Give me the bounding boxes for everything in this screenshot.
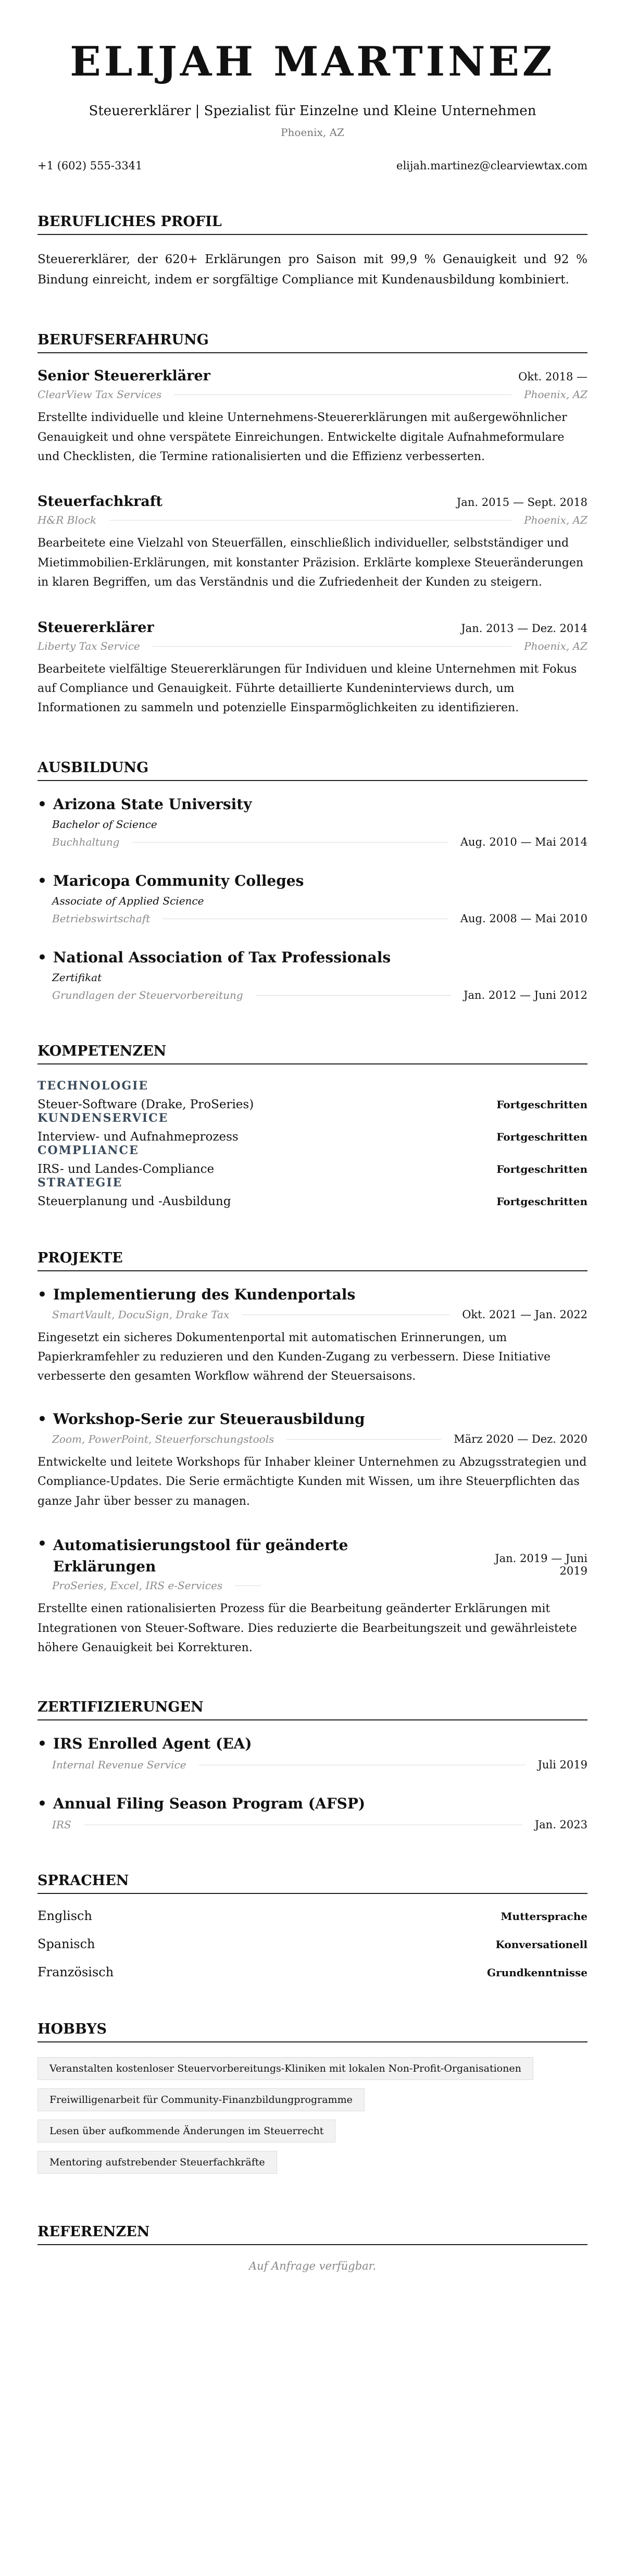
field-of-study: Grundlagen der Steuervorbereitung <box>52 988 243 1001</box>
project-entry <box>38 1410 588 1511</box>
profile-section <box>38 214 588 290</box>
certifications-section <box>38 1699 588 1831</box>
hobby-tag: Freiwilligenarbeit für Community-Finanzbildungprogramme <box>38 2088 365 2111</box>
skill-category: TECHNOLOGIE <box>38 1079 149 1093</box>
bullet-icon: • <box>38 1535 47 1553</box>
skill-group <box>38 1144 588 1176</box>
skill-level: Fortgeschritten <box>496 1130 588 1143</box>
bullet-icon: • <box>38 1285 47 1303</box>
job-location: Phoenix, AZ <box>524 514 588 527</box>
project-tools: ProSeries, Excel, IRS e-Services <box>52 1579 223 1592</box>
profile-text: Steuererklärer, der 620+ Erklärungen pro Saison mit 99,9 % Genauigkeit und 92 % Bindung einreicht, indem er sorgfältige Compliance mit Kundenausbildung kombiniert. <box>38 253 588 287</box>
skill-group <box>38 1111 588 1144</box>
skill-level: Fortgeschritten <box>496 1195 588 1208</box>
language-name: Französisch <box>38 1965 114 1980</box>
job-description: Bearbeitete vielfältige Steuererklärungen für Individuen und kleine Unternehmen mit Fokus auf Compliance und Genauigkeit. Führte detaillierte Kundeninterviews durch, um Informationen zu sammeln und potenzielle Einsparmöglichkeiten zu identifizieren. <box>38 662 577 715</box>
section-title: SPRACHEN <box>38 1873 588 1894</box>
divider <box>153 646 511 647</box>
bullet-icon: • <box>38 1410 47 1428</box>
education-section <box>38 760 588 1001</box>
field-of-study: Buchhaltung <box>52 835 120 848</box>
certification-issuer: IRS <box>52 1818 71 1831</box>
language-name: Spanisch <box>38 1937 95 1952</box>
certification-entry <box>38 1735 588 1771</box>
education-entry <box>38 949 588 1001</box>
education-entry <box>38 796 588 848</box>
skill-name: Steuerplanung und -Ausbildung <box>38 1194 231 1208</box>
project-entry <box>38 1535 588 1657</box>
education-dates: Jan. 2012 — Juni 2012 <box>464 988 588 1001</box>
project-dates: Okt. 2021 — Jan. 2022 <box>462 1308 588 1321</box>
skills-section <box>38 1043 588 1208</box>
company: H&R Block <box>38 514 97 527</box>
job-dates: Jan. 2015 — Sept. 2018 <box>456 496 588 509</box>
skill-category: STRATEGIE <box>38 1175 123 1190</box>
skill-group <box>38 1079 588 1111</box>
certification-name: IRS Enrolled Agent (EA) <box>53 1735 252 1753</box>
degree: Associate of Applied Science <box>52 894 204 907</box>
divider <box>286 1439 441 1440</box>
project-tools: Zoom, PowerPoint, Steuerforschungstools <box>52 1432 274 1445</box>
job-entry <box>38 620 588 718</box>
divider <box>256 995 451 996</box>
language-level: Grundkenntnisse <box>487 1966 588 1979</box>
hobby-tag: Lesen über aufkommende Änderungen im Steuerrecht <box>38 2120 335 2142</box>
section-title: BERUFSERFAHRUNG <box>38 332 588 353</box>
bullet-icon: • <box>38 1795 47 1813</box>
education-entry <box>38 872 588 925</box>
job-location: Phoenix, AZ <box>524 639 588 652</box>
job-description: Erstellte individuelle und kleine Unternehmens-Steuererklärungen mit außergewöhnlicher Genauigkeit und ohne verspätete Einreichungen. Entwickelte digitale Aufnahmeformulare und Checklisten, die Termine rationalisierten und die Effizienz verbesserten. <box>38 411 567 463</box>
bullet-icon: • <box>38 795 47 813</box>
project-description: Erstellte einen rationalisierten Prozess für die Bearbeitung geänderter Erklärungen mit Integrationen von Steuer-Software. Dies reduzierte die Bearbeitungszeit und gewährleistete höhere Genauigkeit bei Korrekturen. <box>38 1602 577 1655</box>
language-row <box>38 1937 588 1951</box>
section-title: ZERTIFIZIERUNGEN <box>38 1699 588 1720</box>
education-dates: Aug. 2008 — Mai 2010 <box>460 912 588 925</box>
language-name: Englisch <box>38 1909 92 1924</box>
section-title: PROJEKTE <box>38 1250 588 1271</box>
project-dates: März 2020 — Dez. 2020 <box>454 1432 588 1445</box>
project-description: Eingesetzt ein sicheres Dokumentenportal mit automatischen Erinnerungen, um Papierkramfehler zu reduzieren und den Kunden-Zugang zu verbessern. Diese Initiative verbesserte den gesamten Workflow während der Steuersaisons. <box>38 1331 551 1383</box>
divider <box>109 520 511 521</box>
references-section <box>38 2224 588 2272</box>
project-name: Implementierung des Kundenportals <box>53 1285 356 1303</box>
section-title: AUSBILDUNG <box>38 760 588 781</box>
project-tools: SmartVault, DocuSign, Drake Tax <box>52 1308 230 1321</box>
certification-date: Juli 2019 <box>538 1758 588 1772</box>
phone: +1 (602) 555-3341 <box>38 159 143 172</box>
field-of-study: Betriebswirtschaft <box>52 912 151 925</box>
certification-date: Jan. 2023 <box>534 1818 588 1831</box>
language-row <box>38 1909 588 1923</box>
degree: Zertifikat <box>52 971 102 984</box>
job-location: Phoenix, AZ <box>524 388 588 401</box>
language-level: Konversationell <box>495 1938 588 1951</box>
certification-name: Annual Filing Season Program (AFSP) <box>53 1795 366 1813</box>
job-entry <box>38 493 588 592</box>
skill-category: COMPLIANCE <box>38 1143 139 1157</box>
school-name: Arizona State University <box>53 795 252 813</box>
school-name: National Association of Tax Professionals <box>53 948 391 966</box>
degree: Bachelor of Science <box>52 818 157 831</box>
skill-level: Fortgeschritten <box>496 1162 588 1175</box>
school-name: Maricopa Community Colleges <box>53 872 304 889</box>
project-description: Entwickelte und leitete Workshops für Inhaber kleiner Unternehmen zu Abzugsstrategien und Compliance-Updates. Die Serie ermächtigte Kunden mit Wissen, um ihre Steuerpflichten das ganze Jahr über besser zu managen. <box>38 1455 587 1508</box>
skill-name: IRS- und Landes-Compliance <box>38 1162 215 1176</box>
divider <box>174 394 511 395</box>
company: ClearView Tax Services <box>38 388 162 401</box>
skill-name: Interview- und Aufnahmeprozess <box>38 1130 239 1144</box>
skill-group <box>38 1176 588 1208</box>
language-level: Muttersprache <box>501 1910 588 1923</box>
divider <box>132 842 447 843</box>
certification-issuer: Internal Revenue Service <box>52 1758 186 1772</box>
person-name: ELIJAH MARTINEZ <box>70 38 555 85</box>
skill-category: KUNDENSERVICE <box>38 1111 169 1125</box>
location: Phoenix, AZ <box>281 126 344 139</box>
hobby-tag: Veranstalten kostenloser Steuervorbereitungs-Kliniken mit lokalen Non-Profit-Organisationen <box>38 2057 533 2080</box>
education-dates: Aug. 2010 — Mai 2014 <box>460 835 588 848</box>
email: elijah.martinez@clearviewtax.com <box>396 159 588 172</box>
job-entry <box>38 368 588 466</box>
project-name: Workshop-Serie zur Steuerausbildung <box>53 1410 365 1428</box>
references-text: Auf Anfrage verfügbar. <box>248 2260 377 2273</box>
language-row <box>38 1965 588 1979</box>
job-dates: Jan. 2013 — Dez. 2014 <box>461 622 588 635</box>
contact-row <box>38 159 588 172</box>
certification-entry <box>38 1795 588 1831</box>
resume-header <box>38 0 588 139</box>
job-description: Bearbeitete eine Vielzahl von Steuerfällen, einschließlich individueller, selbstständiger und Mietimmobilien-Erklärungen, mit konstanter Präzision. Erklärte komplexe Steueränderungen in klaren Begriffen, um das Verständnis und die Zufriedenheit der Kunden zu steigern. <box>38 537 584 589</box>
section-title: KOMPETENZEN <box>38 1043 588 1064</box>
job-title: Steuererklärer <box>38 619 154 636</box>
bullet-icon: • <box>38 872 47 889</box>
hobbies-section <box>38 2021 588 2182</box>
project-entry <box>38 1286 588 1386</box>
skill-level: Fortgeschritten <box>496 1098 588 1111</box>
job-title: Senior Steuererklärer <box>38 368 210 385</box>
project-name: Automatisierungstool für geänderte Erklärungen <box>53 1537 348 1575</box>
skill-name: Steuer-Software (Drake, ProSeries) <box>38 1097 254 1111</box>
experience-section <box>38 332 588 718</box>
projects-section <box>38 1250 588 1658</box>
hobby-tag: Mentoring aufstrebender Steuerfachkräfte <box>38 2151 277 2174</box>
project-dates: Jan. 2019 — Juni 2019 <box>495 1552 588 1578</box>
section-title: HOBBYS <box>38 2021 588 2042</box>
section-title: REFERENZEN <box>38 2224 588 2245</box>
languages-section <box>38 1873 588 1979</box>
job-title: Steuerfachkraft <box>38 493 162 510</box>
section-title: BERUFLICHES PROFIL <box>38 214 588 235</box>
bullet-icon: • <box>38 948 47 966</box>
bullet-icon: • <box>38 1735 47 1753</box>
tagline: Steuererklärer | Spezialist für Einzelne und Kleine Unternehmen <box>89 103 536 119</box>
company: Liberty Tax Service <box>38 639 140 652</box>
job-dates: Okt. 2018 — <box>518 370 588 383</box>
